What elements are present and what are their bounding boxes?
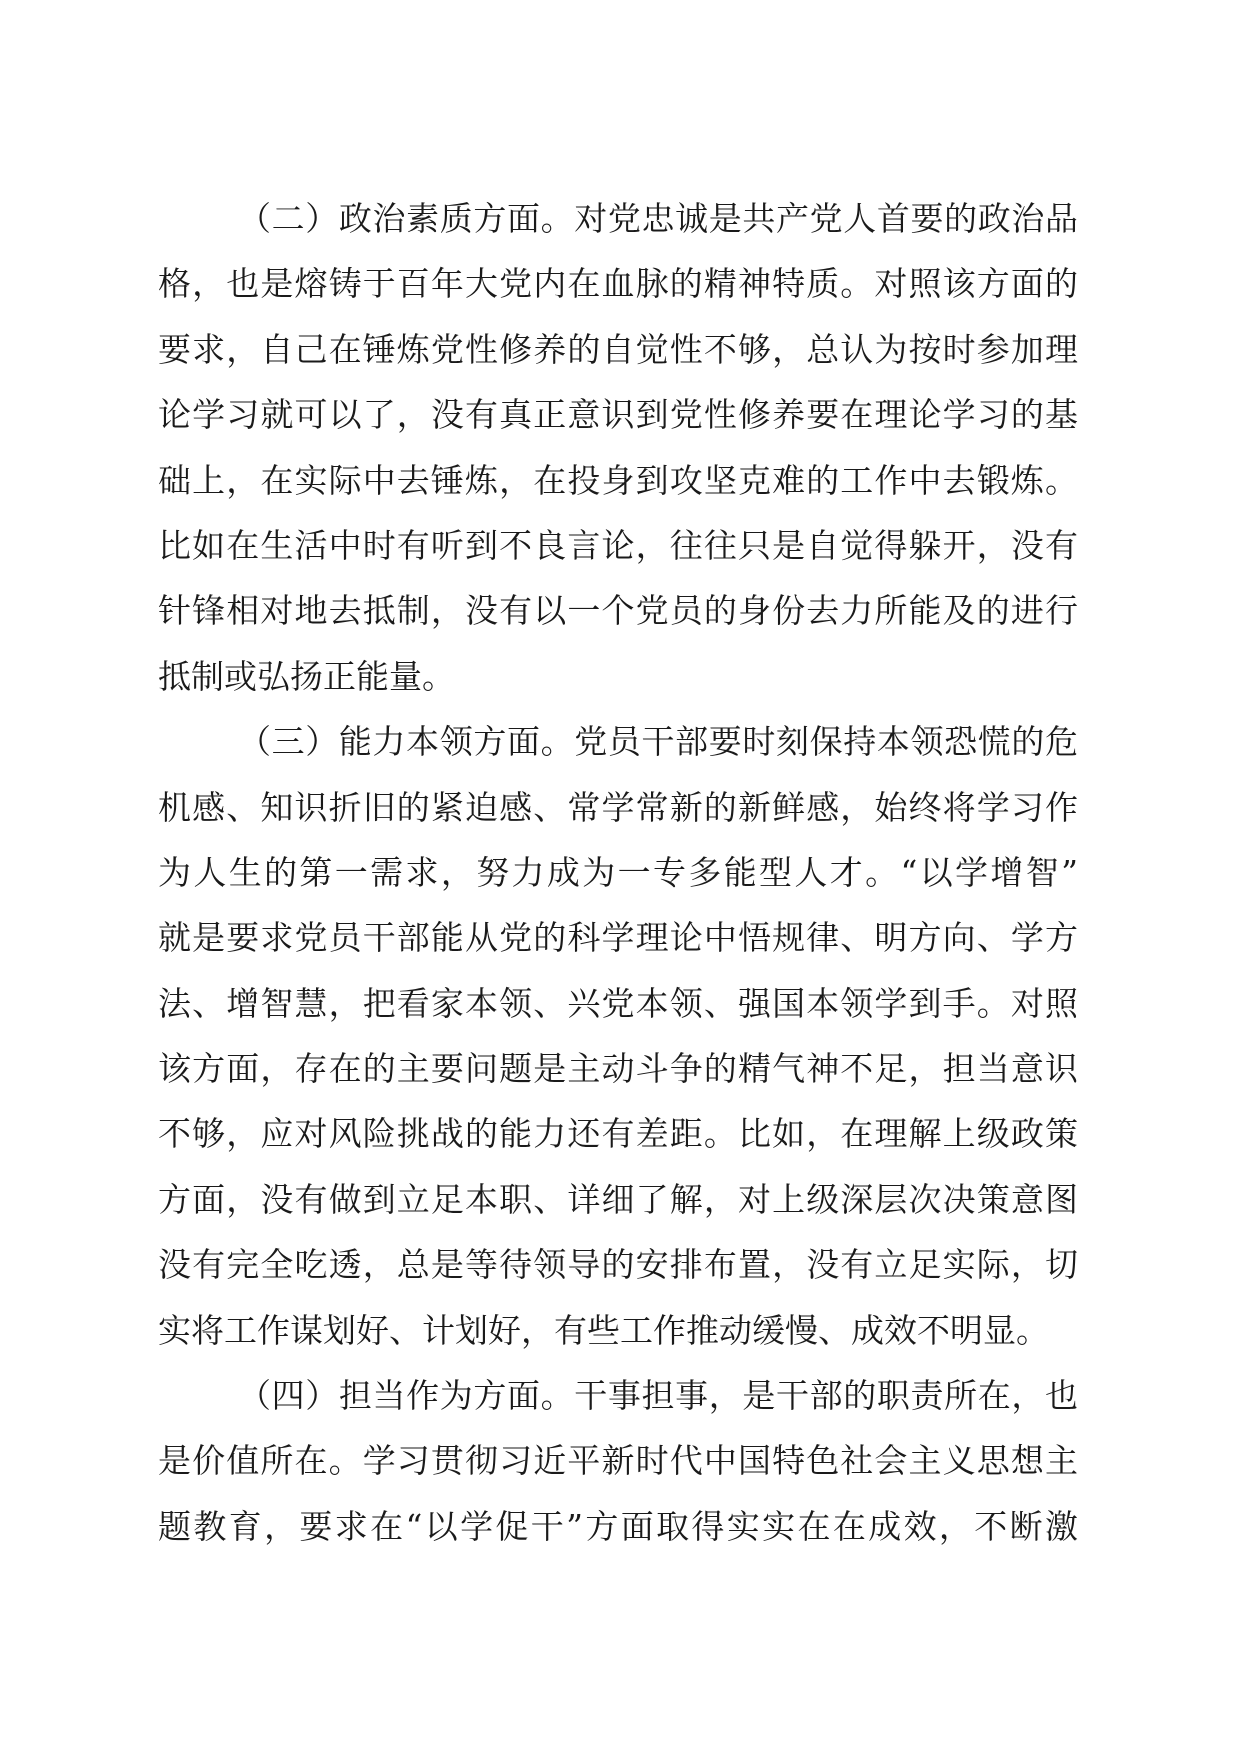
paragraph-line: 实将工作谋划好、计划好，有些工作推动缓慢、成效不明显。 [158,1310,1049,1350]
paragraph-line: 该方面，存在的主要问题是主动斗争的精气神不足，担当意识 [158,1049,1078,1089]
paragraph-line: （二）政治素质方面。对党忠诚是共产党人首要的政治品 [238,199,1078,238]
paragraph-line: 题教育，要求在“以学促干”方面取得实实在在成效，不断激 [158,1506,1078,1546]
paragraph-line: 格，也是熔铸于百年大党内在血脉的精神特质。对照该方面的 [158,264,1078,304]
paragraph-line: 不够，应对风险挑战的能力还有差距。比如，在理解上级政策 [158,1114,1078,1154]
paragraph-section-4 [158,1363,1078,1559]
paragraph-line: 础上，在实际中去锤炼，在投身到攻坚克难的工作中去锻炼。 [158,460,1078,500]
paragraph-section-2 [158,186,1078,709]
paragraph-line: 机感、知识折旧的紧迫感、常学常新的新鲜感，始终将学习作 [158,787,1078,827]
document-body [158,186,1078,1559]
paragraph-section-3 [158,709,1078,1363]
paragraph-line: 方面，没有做到立足本职、详细了解，对上级深层次决策意图 [158,1179,1078,1219]
paragraph-line: 就是要求党员干部能从党的科学理论中悟规律、明方向、学方 [158,918,1078,958]
paragraph-line: 是价值所在。学习贯彻习近平新时代中国特色社会主义思想主 [158,1441,1078,1481]
paragraph-line: 比如在生活中时有听到不良言论，往往只是自觉得躲开，没有 [158,525,1078,565]
paragraph-line: 为人生的第一需求，努力成为一专多能型人才。“以学增智” [158,852,1078,892]
paragraph-line: 抵制或弘扬正能量。 [158,656,455,696]
paragraph-line: 没有完全吃透，总是等待领导的安排布置，没有立足实际，切 [158,1245,1078,1285]
paragraph-line: 法、增智慧，把看家本领、兴党本领、强国本领学到手。对照 [158,983,1078,1023]
paragraph-line: 要求，自己在锤炼党性修养的自觉性不够，总认为按时参加理 [158,329,1078,369]
paragraph-line: 针锋相对地去抵制，没有以一个党员的身份去力所能及的进行 [158,591,1078,631]
paragraph-line: （四）担当作为方面。干事担事，是干部的职责所在，也 [238,1376,1078,1416]
paragraph-line: （三）能力本领方面。党员干部要时刻保持本领恐慌的危 [238,722,1078,762]
paragraph-line: 论学习就可以了，没有真正意识到党性修养要在理论学习的基 [158,395,1078,435]
